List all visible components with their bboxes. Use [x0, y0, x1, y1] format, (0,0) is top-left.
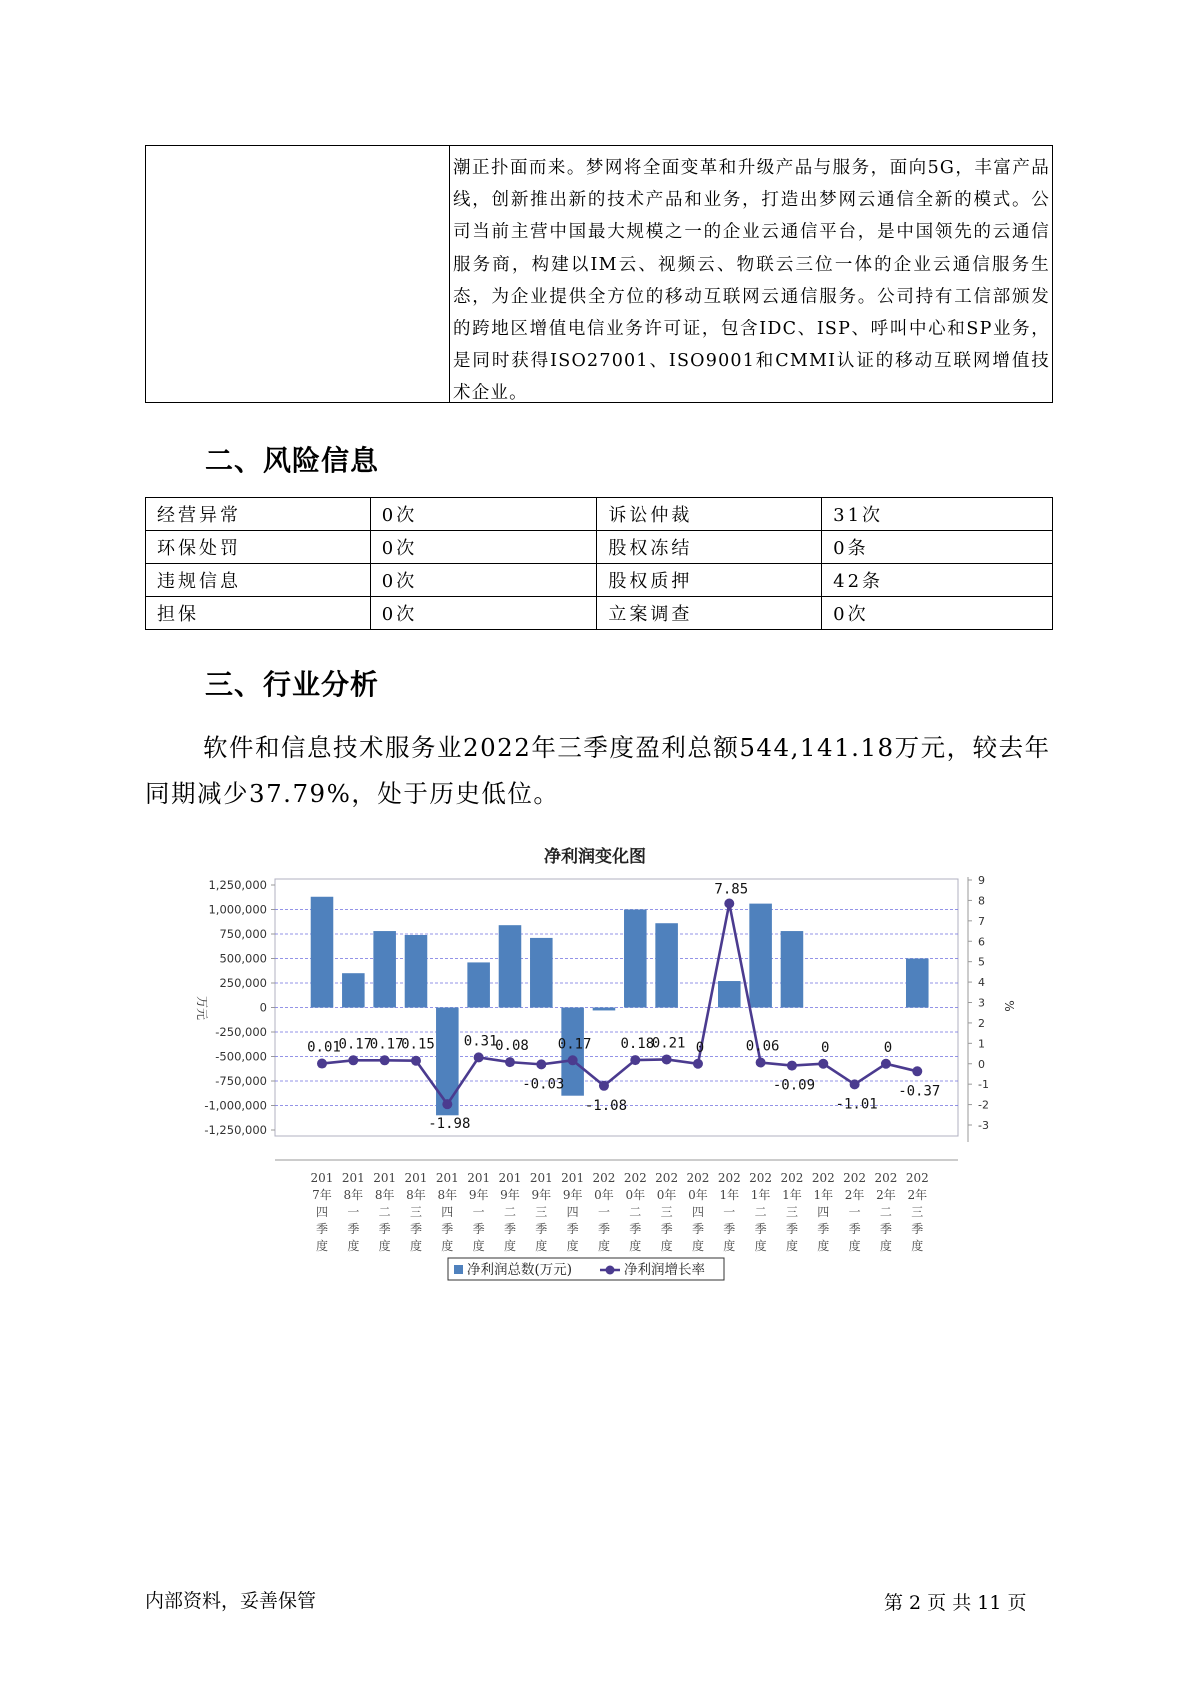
risk-item-value: 0次 [370, 498, 597, 531]
data-label: 0.31 [463, 1033, 498, 1050]
data-label: 0.17 [338, 1036, 373, 1053]
x-tick-label: 201 9年一季度 [467, 1171, 491, 1253]
bar [530, 938, 553, 1008]
bar [718, 981, 741, 1007]
y2-tick-label: 1 [978, 1037, 985, 1051]
y-tick-label: -750,000 [215, 1074, 267, 1088]
y2-tick-label: -1 [978, 1078, 989, 1092]
x-tick-label: 201 9年二季度 [498, 1171, 522, 1253]
risk-item-label: 经营异常 [146, 498, 371, 531]
risk-item-label: 环保处罚 [146, 531, 371, 564]
y2-tick-label: 5 [978, 955, 985, 969]
data-label: -0.09 [772, 1077, 816, 1094]
growth-rate-point [505, 1057, 515, 1067]
bar [467, 962, 490, 1007]
bar [405, 935, 428, 1008]
x-tick-label: 202 0年二季度 [623, 1171, 647, 1253]
table-row [146, 597, 1053, 630]
y2-axis-label: % [1002, 1000, 1016, 1012]
x-tick-label: 202 2年二季度 [874, 1171, 898, 1253]
y-tick-label: 500,000 [219, 951, 267, 966]
risk-item-value: 0次 [370, 531, 597, 564]
bar [593, 1008, 616, 1011]
risk-item-label: 立案调查 [597, 597, 822, 630]
growth-rate-point [693, 1059, 703, 1069]
growth-rate-point [818, 1059, 828, 1069]
growth-rate-point [348, 1055, 358, 1065]
footer-page-number: 第 2 页 共 11 页 [884, 1592, 1027, 1614]
y-tick-label: 0 [259, 1000, 267, 1015]
risk-item-value: 42条 [822, 564, 1053, 597]
y-tick-label: -500,000 [215, 1049, 267, 1064]
risk-item-value: 0次 [822, 597, 1053, 630]
data-label: 0.17 [369, 1036, 404, 1053]
growth-rate-point [787, 1061, 797, 1071]
x-tick-label: 202 1年三季度 [780, 1171, 804, 1253]
y-tick-label: 750,000 [219, 927, 267, 941]
risk-item-value: 31次 [822, 498, 1053, 531]
growth-rate-point [536, 1059, 546, 1069]
y-tick-label: -250,000 [215, 1025, 267, 1039]
y-tick-label: -1,250,000 [204, 1123, 267, 1137]
legend-line-label: 净利润增长率 [624, 1262, 705, 1278]
table-row [146, 564, 1053, 597]
y2-tick-label: 8 [978, 894, 985, 908]
industry-analysis-paragraph: 软件和信息技术服务业2022年三季度盈利总额544,141.18万元，较去年同期减少37.79%，处于历史低位。 [145, 733, 1051, 808]
data-label: 0.17 [557, 1036, 592, 1053]
x-tick-label: 202 2年三季度 [905, 1171, 929, 1253]
footer-confidential-note: 内部资料，妥善保管 [145, 1590, 317, 1612]
bar [781, 931, 804, 1007]
risk-item-label: 股权冻结 [597, 531, 822, 564]
x-tick-label: 202 1年四季度 [811, 1171, 835, 1253]
growth-rate-point [411, 1056, 421, 1066]
y-tick-label: -1,000,000 [204, 1098, 267, 1113]
x-tick-label: 201 8年二季度 [373, 1171, 397, 1253]
data-label: 0 [883, 1039, 893, 1056]
growth-rate-point [756, 1058, 766, 1068]
data-label: -0.03 [522, 1076, 565, 1093]
data-label: -1.98 [428, 1116, 471, 1133]
growth-rate-point [724, 898, 734, 908]
net-profit-chart [170, 838, 1020, 1298]
growth-rate-point [474, 1052, 484, 1062]
data-label: -0.37 [898, 1083, 941, 1100]
data-label: 0.18 [620, 1036, 655, 1053]
bar [436, 1008, 459, 1116]
bar [749, 904, 772, 1008]
table-row [146, 498, 1053, 531]
y-tick-label: 250,000 [219, 976, 267, 990]
growth-rate-point [630, 1055, 640, 1065]
legend-bar-swatch [454, 1265, 463, 1274]
bar [655, 923, 678, 1007]
risk-item-value: 0次 [370, 597, 597, 630]
table-row [146, 531, 1053, 564]
x-tick-label: 202 0年四季度 [686, 1171, 710, 1253]
x-tick-label: 201 7年四季度 [310, 1171, 334, 1253]
y2-tick-label: 7 [978, 914, 985, 928]
x-tick-label: 201 8年一季度 [341, 1171, 365, 1253]
legend-bar-label: 净利润总数(万元) [467, 1262, 573, 1278]
x-tick-label: 202 1年一季度 [717, 1171, 741, 1253]
y2-tick-label: 9 [978, 874, 985, 887]
x-tick-label: 202 2年一季度 [843, 1171, 867, 1253]
intro-table [145, 145, 1053, 403]
intro-table-left-cell [146, 146, 450, 402]
bar [499, 925, 522, 1007]
data-label: 0.21 [651, 1035, 686, 1052]
growth-rate-point [442, 1099, 452, 1109]
bar [373, 931, 396, 1007]
data-label: -1.08 [584, 1097, 628, 1114]
data-label: 0 [821, 1039, 830, 1056]
data-label: 0.06 [745, 1038, 780, 1055]
growth-rate-point [317, 1059, 327, 1069]
x-tick-label: 202 0年一季度 [592, 1171, 616, 1253]
y2-tick-label: 2 [978, 1016, 985, 1030]
growth-rate-point [850, 1079, 860, 1089]
legend-line-marker [606, 1266, 615, 1275]
y2-tick-label: -2 [978, 1098, 989, 1112]
y2-tick-label: 3 [978, 996, 985, 1010]
section-heading-industry: 三、行业分析 [205, 668, 380, 701]
bar [906, 959, 929, 1008]
y-tick-label: 1,000,000 [208, 902, 267, 917]
risk-item-value: 0条 [822, 531, 1053, 564]
growth-rate-point [662, 1054, 672, 1064]
risk-item-label: 诉讼仲裁 [597, 498, 822, 531]
data-label: 0 [695, 1039, 705, 1056]
growth-rate-point [380, 1055, 390, 1065]
x-tick-label: 202 0年三季度 [655, 1171, 679, 1253]
x-tick-label: 202 1年二季度 [749, 1171, 773, 1253]
data-label: 0.15 [401, 1036, 435, 1053]
data-label: 7.85 [714, 881, 749, 898]
bar [624, 910, 647, 1008]
y2-tick-label: 6 [978, 935, 985, 949]
growth-rate-point [912, 1066, 922, 1076]
risk-item-label: 股权质押 [597, 564, 822, 597]
data-label: -1.01 [835, 1096, 878, 1113]
risk-item-label: 担保 [146, 597, 371, 630]
y2-tick-label: 4 [978, 976, 985, 990]
bar [311, 897, 334, 1008]
risk-item-value: 0次 [370, 564, 597, 597]
y2-tick-label: -3 [978, 1119, 989, 1132]
company-intro-text: 潮正扑面而来。梦网将全面变革和升级产品与服务，面向5G，丰富产品线，创新推出新的技术产品和业务，打造出梦网云通信全新的模式。公司当前主营中国最大规模之一的企业云通信平台，是中国领先的云通信服务商，构建以IM云、视频云、物联云三位一体的企业云通信服务生态，为企业提供全方位的移动互联网云通信服务。公司持有工信部颁发的跨地区增值电信业务许可证，包含IDC、ISP、呼叫中心和SP业务，是同时获得ISO27001、ISO9001和CMMI认证的移动互联网增值技术企业。 [453, 158, 1050, 404]
growth-rate-point [599, 1081, 609, 1091]
x-tick-label: 201 9年四季度 [561, 1171, 585, 1253]
y2-tick-label: 0 [978, 1057, 985, 1071]
section-heading-risk: 二、风险信息 [205, 444, 380, 477]
risk-info-table [145, 497, 1053, 630]
x-tick-label: 201 8年三季度 [404, 1171, 428, 1253]
chart-title: 净利润变化图 [544, 847, 646, 867]
x-tick-label: 201 9年三季度 [529, 1171, 553, 1253]
data-label: 0.08 [495, 1038, 529, 1055]
x-tick-label: 201 8年四季度 [435, 1171, 459, 1253]
bar [342, 973, 365, 1007]
data-label: 0.01 [307, 1039, 341, 1056]
growth-rate-point [568, 1055, 578, 1065]
y-axis-label: 万元 [195, 995, 209, 1021]
growth-rate-point [881, 1059, 891, 1069]
y-tick-label: 1,250,000 [208, 878, 267, 892]
risk-item-label: 违规信息 [146, 564, 371, 597]
